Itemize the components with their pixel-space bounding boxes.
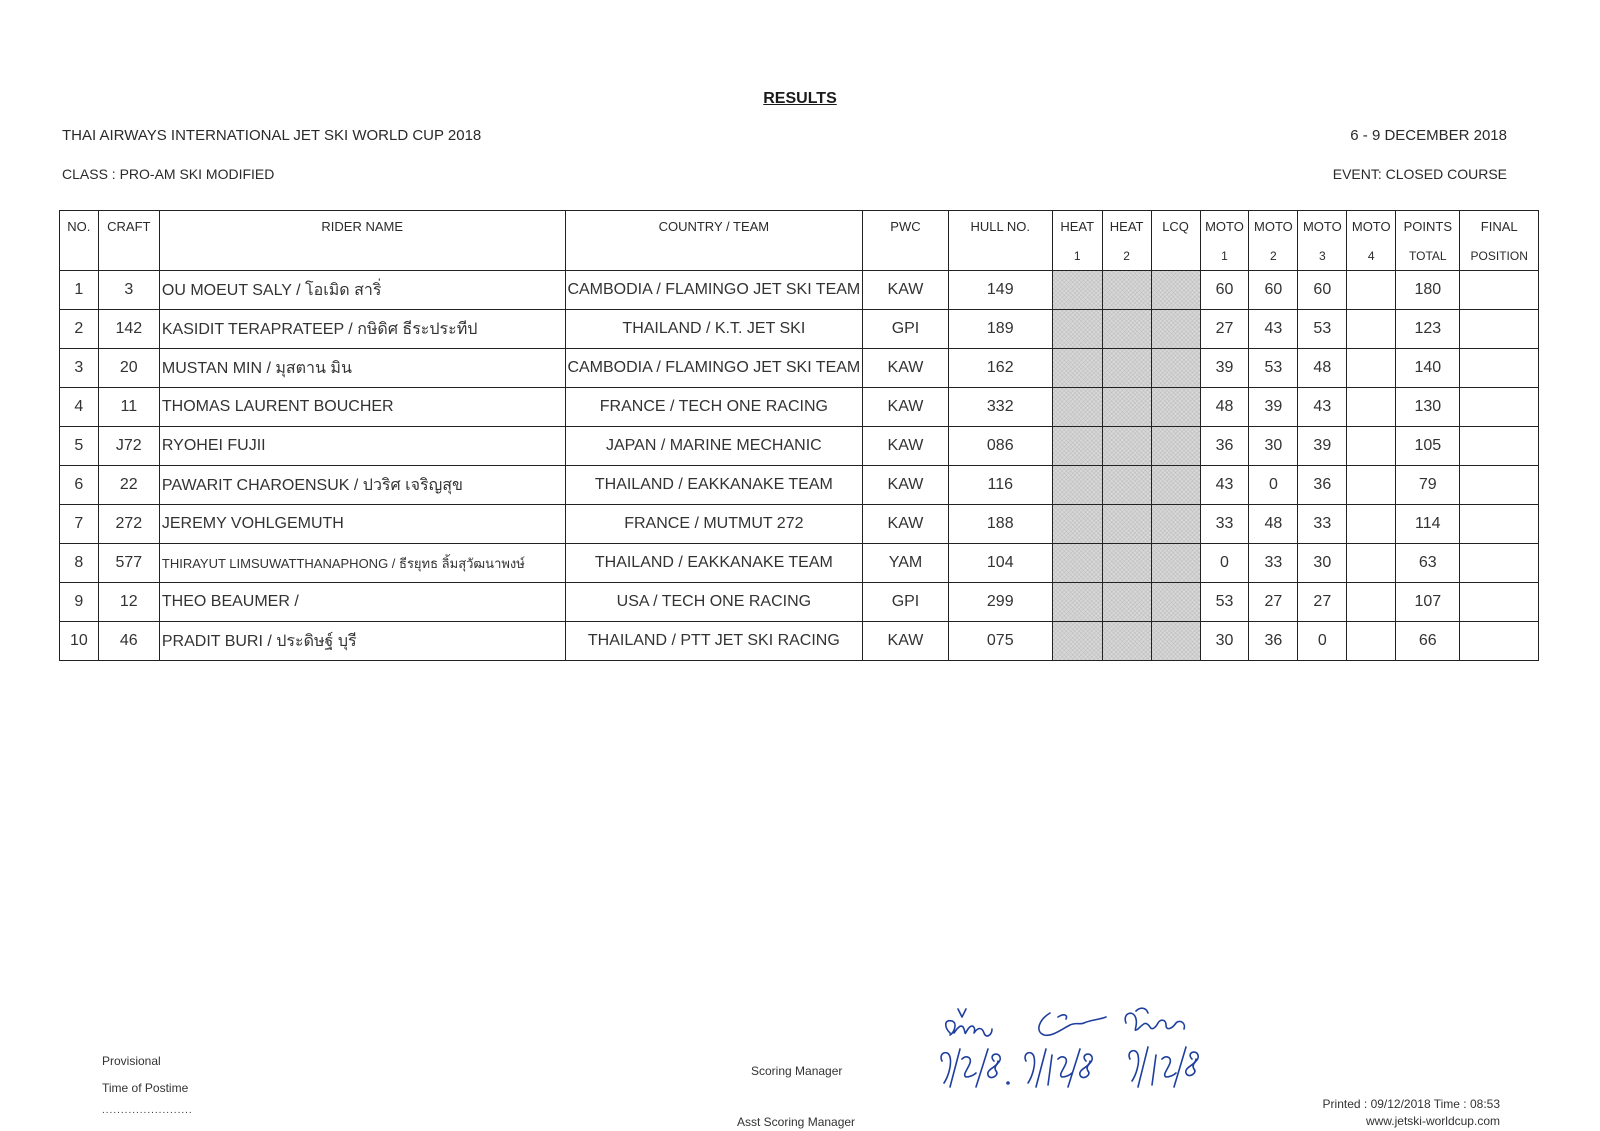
cell-final-position xyxy=(1460,271,1539,310)
cell-heat-2 xyxy=(1102,583,1151,622)
header-heat-2: HEAT xyxy=(1102,211,1151,242)
cell-final-position xyxy=(1460,505,1539,544)
cell-moto-1: 30 xyxy=(1200,622,1249,661)
cell-hull-no: 189 xyxy=(948,310,1052,349)
cell-craft: 20 xyxy=(98,349,159,388)
cell-rider-name: JEREMY VOHLGEMUTH xyxy=(159,505,565,544)
cell-heat-2 xyxy=(1102,505,1151,544)
cell-country-team: USA / TECH ONE RACING xyxy=(565,583,863,622)
cell-heat-2 xyxy=(1102,271,1151,310)
cell-points-total: 66 xyxy=(1396,622,1460,661)
cell-country-team: THAILAND / EAKKANAKE TEAM xyxy=(565,544,863,583)
cell-lcq xyxy=(1151,466,1200,505)
cell-rider-name: KASIDIT TERAPRATEEP / กษิดิศ ธีระประทีป xyxy=(159,310,565,349)
cell-no: 8 xyxy=(60,544,99,583)
header-moto-3: MOTO xyxy=(1298,211,1347,242)
header-moto-3-number: 3 xyxy=(1298,241,1347,271)
cell-lcq xyxy=(1151,310,1200,349)
cell-lcq xyxy=(1151,427,1200,466)
posting-dotted-line: ........................ xyxy=(102,1105,193,1116)
cell-moto-1: 33 xyxy=(1200,505,1249,544)
cell-heat-2 xyxy=(1102,544,1151,583)
cell-moto-1: 53 xyxy=(1200,583,1249,622)
header-no: NO. xyxy=(60,211,99,242)
cell-points-total: 63 xyxy=(1396,544,1460,583)
cell-no: 3 xyxy=(60,349,99,388)
cell-country-team: JAPAN / MARINE MECHANIC xyxy=(565,427,863,466)
cell-hull-no: 332 xyxy=(948,388,1052,427)
cell-heat-1 xyxy=(1052,583,1102,622)
cell-final-position xyxy=(1460,466,1539,505)
cell-hull-no: 104 xyxy=(948,544,1052,583)
cell-hull-no: 075 xyxy=(948,622,1052,661)
cell-heat-1 xyxy=(1052,388,1102,427)
cell-rider-name: THEO BEAUMER / xyxy=(159,583,565,622)
scoring-manager-label: Scoring Manager xyxy=(751,1064,843,1078)
cell-rider-name: MUSTAN MIN / มุสตาน มิน xyxy=(159,349,565,388)
header-pwc: PWC xyxy=(863,211,949,242)
table-row xyxy=(60,271,1539,310)
cell-moto-4 xyxy=(1347,622,1396,661)
cell-moto-2: 48 xyxy=(1249,505,1298,544)
cell-craft: 272 xyxy=(98,505,159,544)
provisional-label: Provisional xyxy=(102,1054,161,1068)
asst-scoring-manager-label: Asst Scoring Manager xyxy=(737,1115,856,1129)
cell-heat-1 xyxy=(1052,466,1102,505)
cell-pwc: KAW xyxy=(863,427,949,466)
cell-rider-name: THOMAS LAURENT BOUCHER xyxy=(159,388,565,427)
cell-heat-1 xyxy=(1052,622,1102,661)
cell-moto-3: 53 xyxy=(1298,310,1347,349)
cell-final-position xyxy=(1460,622,1539,661)
cell-moto-2: 30 xyxy=(1249,427,1298,466)
header-final: FINAL xyxy=(1460,211,1539,242)
cell-final-position xyxy=(1460,388,1539,427)
header-moto-2-number: 2 xyxy=(1249,241,1298,271)
header-lcq: LCQ xyxy=(1151,211,1200,242)
cell-final-position xyxy=(1460,349,1539,388)
cell-points-total: 107 xyxy=(1396,583,1460,622)
cell-moto-2: 39 xyxy=(1249,388,1298,427)
cell-heat-2 xyxy=(1102,466,1151,505)
results-table xyxy=(59,210,1539,661)
cell-heat-2 xyxy=(1102,622,1151,661)
printed-timestamp: Printed : 09/12/2018 Time : 08:53 xyxy=(1322,1097,1500,1111)
cell-pwc: KAW xyxy=(863,388,949,427)
cell-points-total: 114 xyxy=(1396,505,1460,544)
cell-heat-2 xyxy=(1102,310,1151,349)
cell-country-team: CAMBODIA / FLAMINGO JET SKI TEAM xyxy=(565,271,863,310)
handwritten-signatures xyxy=(940,1003,1240,1113)
cell-no: 4 xyxy=(60,388,99,427)
cell-moto-1: 36 xyxy=(1200,427,1249,466)
cell-lcq xyxy=(1151,583,1200,622)
cell-heat-1 xyxy=(1052,310,1102,349)
website-url: www.jetski-worldcup.com xyxy=(1365,1114,1500,1128)
cell-moto-4 xyxy=(1347,271,1396,310)
time-of-posting-label: Time of Postime xyxy=(102,1081,189,1095)
cell-heat-2 xyxy=(1102,388,1151,427)
results-body xyxy=(60,271,1539,661)
cell-moto-3: 48 xyxy=(1298,349,1347,388)
cell-moto-1: 48 xyxy=(1200,388,1249,427)
header-hull-blank xyxy=(948,241,1052,271)
cell-lcq xyxy=(1151,622,1200,661)
cell-moto-2: 33 xyxy=(1249,544,1298,583)
header-pwc-blank xyxy=(863,241,949,271)
cell-hull-no: 299 xyxy=(948,583,1052,622)
cell-moto-4 xyxy=(1347,427,1396,466)
cell-craft: 3 xyxy=(98,271,159,310)
cell-moto-3: 60 xyxy=(1298,271,1347,310)
cell-no: 1 xyxy=(60,271,99,310)
cell-rider-name: THIRAYUT LIMSUWATTHANAPHONG / ธีรยุทธ ลิ้มสุวัฒนาพงษ์ xyxy=(159,544,565,583)
cell-pwc: YAM xyxy=(863,544,949,583)
cell-hull-no: 188 xyxy=(948,505,1052,544)
header-lcq-blank xyxy=(1151,241,1200,271)
cell-final-position xyxy=(1460,583,1539,622)
header-heat-2-number: 2 xyxy=(1102,241,1151,271)
table-row xyxy=(60,427,1539,466)
cell-points-total: 180 xyxy=(1396,271,1460,310)
cell-moto-4 xyxy=(1347,466,1396,505)
cell-heat-2 xyxy=(1102,427,1151,466)
header-moto-1-number: 1 xyxy=(1200,241,1249,271)
cell-points-total: 79 xyxy=(1396,466,1460,505)
cell-heat-1 xyxy=(1052,271,1102,310)
cell-country-team: CAMBODIA / FLAMINGO JET SKI TEAM xyxy=(565,349,863,388)
header-points-total: TOTAL xyxy=(1396,241,1460,271)
cell-lcq xyxy=(1151,544,1200,583)
header-heat-1-number: 1 xyxy=(1052,241,1102,271)
cell-country-team: THAILAND / PTT JET SKI RACING xyxy=(565,622,863,661)
cell-moto-4 xyxy=(1347,544,1396,583)
cell-final-position xyxy=(1460,544,1539,583)
cell-no: 9 xyxy=(60,583,99,622)
header-rider-name: RIDER NAME xyxy=(159,211,565,242)
event-name: THAI AIRWAYS INTERNATIONAL JET SKI WORLD CUP 2018 xyxy=(62,127,482,144)
cell-rider-name: PRADIT BURI / ประดิษฐ์ บุรี xyxy=(159,622,565,661)
cell-rider-name: PAWARIT CHAROENSUK / ปวริศ เจริญสุข xyxy=(159,466,565,505)
header-moto-4: MOTO xyxy=(1347,211,1396,242)
cell-moto-1: 39 xyxy=(1200,349,1249,388)
cell-pwc: GPI xyxy=(863,583,949,622)
table-row xyxy=(60,388,1539,427)
header-country-team: COUNTRY / TEAM xyxy=(565,211,863,242)
cell-moto-3: 43 xyxy=(1298,388,1347,427)
table-row xyxy=(60,466,1539,505)
cell-craft: 577 xyxy=(98,544,159,583)
cell-points-total: 105 xyxy=(1396,427,1460,466)
cell-moto-4 xyxy=(1347,349,1396,388)
cell-moto-2: 53 xyxy=(1249,349,1298,388)
header-country-blank xyxy=(565,241,863,271)
table-row xyxy=(60,310,1539,349)
cell-moto-3: 0 xyxy=(1298,622,1347,661)
cell-moto-4 xyxy=(1347,310,1396,349)
cell-no: 5 xyxy=(60,427,99,466)
cell-rider-name: OU MOEUT SALY / โอเมิด สาริ่ xyxy=(159,271,565,310)
cell-craft: J72 xyxy=(98,427,159,466)
cell-lcq xyxy=(1151,505,1200,544)
event-dates: 6 - 9 DECEMBER 2018 xyxy=(1350,127,1507,144)
cell-country-team: FRANCE / TECH ONE RACING xyxy=(565,388,863,427)
cell-moto-4 xyxy=(1347,583,1396,622)
cell-points-total: 123 xyxy=(1396,310,1460,349)
cell-hull-no: 162 xyxy=(948,349,1052,388)
cell-moto-2: 27 xyxy=(1249,583,1298,622)
cell-heat-1 xyxy=(1052,427,1102,466)
document-title: RESULTS xyxy=(763,90,837,107)
table-row xyxy=(60,349,1539,388)
cell-heat-1 xyxy=(1052,349,1102,388)
table-row xyxy=(60,544,1539,583)
cell-pwc: KAW xyxy=(863,466,949,505)
cell-no: 2 xyxy=(60,310,99,349)
cell-pwc: GPI xyxy=(863,310,949,349)
cell-craft: 22 xyxy=(98,466,159,505)
cell-pwc: KAW xyxy=(863,622,949,661)
cell-pwc: KAW xyxy=(863,349,949,388)
cell-moto-2: 36 xyxy=(1249,622,1298,661)
event-type: EVENT: CLOSED COURSE xyxy=(1332,166,1507,182)
table-row xyxy=(60,622,1539,661)
cell-moto-4 xyxy=(1347,388,1396,427)
cell-no: 6 xyxy=(60,466,99,505)
header-row xyxy=(60,211,1539,242)
header-hull-no: HULL NO. xyxy=(948,211,1052,242)
cell-final-position xyxy=(1460,310,1539,349)
cell-no: 7 xyxy=(60,505,99,544)
cell-moto-3: 27 xyxy=(1298,583,1347,622)
cell-pwc: KAW xyxy=(863,505,949,544)
header-final-position: POSITION xyxy=(1460,241,1539,271)
header-craft-blank xyxy=(98,241,159,271)
header-rider-blank xyxy=(159,241,565,271)
cell-moto-2: 0 xyxy=(1249,466,1298,505)
cell-heat-1 xyxy=(1052,544,1102,583)
cell-heat-1 xyxy=(1052,505,1102,544)
cell-craft: 11 xyxy=(98,388,159,427)
table-row xyxy=(60,583,1539,622)
cell-lcq xyxy=(1151,388,1200,427)
table-row xyxy=(60,505,1539,544)
cell-points-total: 130 xyxy=(1396,388,1460,427)
cell-moto-1: 60 xyxy=(1200,271,1249,310)
header-moto-1: MOTO xyxy=(1200,211,1249,242)
cell-hull-no: 086 xyxy=(948,427,1052,466)
cell-lcq xyxy=(1151,271,1200,310)
header-moto-2: MOTO xyxy=(1249,211,1298,242)
cell-no: 10 xyxy=(60,622,99,661)
cell-country-team: THAILAND / EAKKANAKE TEAM xyxy=(565,466,863,505)
cell-craft: 46 xyxy=(98,622,159,661)
cell-rider-name: RYOHEI FUJII xyxy=(159,427,565,466)
cell-moto-1: 27 xyxy=(1200,310,1249,349)
cell-moto-1: 0 xyxy=(1200,544,1249,583)
cell-moto-2: 43 xyxy=(1249,310,1298,349)
cell-final-position xyxy=(1460,427,1539,466)
cell-points-total: 140 xyxy=(1396,349,1460,388)
cell-hull-no: 116 xyxy=(948,466,1052,505)
cell-craft: 142 xyxy=(98,310,159,349)
header-subrow xyxy=(60,241,1539,271)
cell-moto-1: 43 xyxy=(1200,466,1249,505)
cell-moto-3: 30 xyxy=(1298,544,1347,583)
header-heat-1: HEAT xyxy=(1052,211,1102,242)
class-label: CLASS : PRO-AM SKI MODIFIED xyxy=(62,166,275,182)
header-moto-4-number: 4 xyxy=(1347,241,1396,271)
cell-moto-2: 60 xyxy=(1249,271,1298,310)
cell-craft: 12 xyxy=(98,583,159,622)
header-points: POINTS xyxy=(1396,211,1460,242)
cell-pwc: KAW xyxy=(863,271,949,310)
cell-lcq xyxy=(1151,349,1200,388)
cell-moto-3: 33 xyxy=(1298,505,1347,544)
cell-country-team: THAILAND / K.T. JET SKI xyxy=(565,310,863,349)
cell-country-team: FRANCE / MUTMUT 272 xyxy=(565,505,863,544)
cell-moto-4 xyxy=(1347,505,1396,544)
cell-heat-2 xyxy=(1102,349,1151,388)
cell-moto-3: 39 xyxy=(1298,427,1347,466)
cell-moto-3: 36 xyxy=(1298,466,1347,505)
header-no-blank xyxy=(60,241,99,271)
cell-hull-no: 149 xyxy=(948,271,1052,310)
header-craft: CRAFT xyxy=(98,211,159,242)
